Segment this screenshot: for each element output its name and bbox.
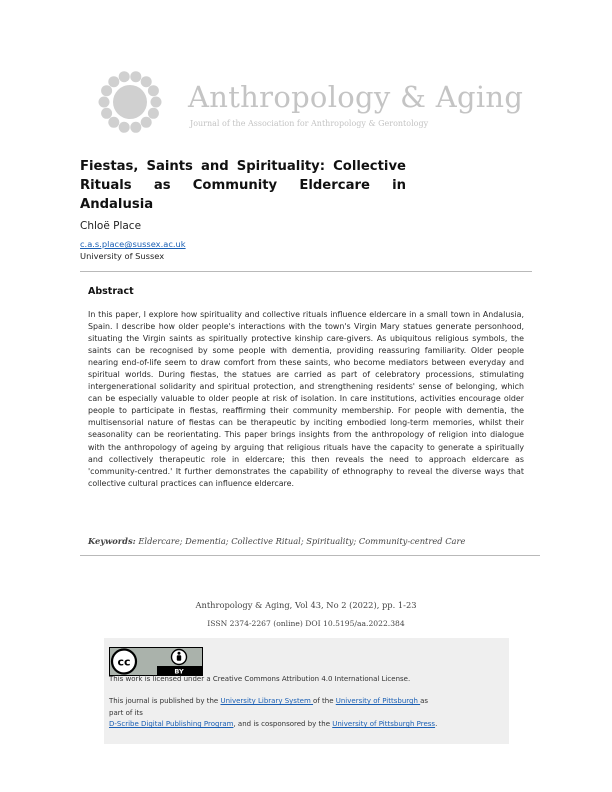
sun-ray xyxy=(141,76,152,87)
sun-ray xyxy=(119,71,130,82)
article-title xyxy=(80,157,406,214)
sun-logo-icon xyxy=(96,68,164,136)
author-name: Chloë Place xyxy=(80,220,142,232)
journal-name: Anthropology & Aging xyxy=(188,80,524,114)
sun-ray xyxy=(108,76,119,87)
d-scribe-program-link[interactable]: D-Scribe Digital Publishing Program xyxy=(109,720,234,728)
sun-ray xyxy=(99,97,110,108)
period-text: . xyxy=(435,720,438,728)
university-of-pittsburgh-press-link[interactable]: University of Pittsburgh Press xyxy=(332,720,436,728)
sun-ray xyxy=(108,117,119,128)
license-text: This work is licensed under a Creative Commons Attribution 4.0 International License. xyxy=(109,675,411,683)
sun-ray xyxy=(101,108,112,119)
publisher-line-2: part of its xyxy=(109,709,143,717)
sun-ray xyxy=(148,85,159,96)
publisher-line-3 xyxy=(109,720,437,728)
article-title-line2: Rituals as Community Eldercare in Andalusia xyxy=(80,178,406,212)
publisher-text-as: as xyxy=(420,697,429,705)
divider-bottom xyxy=(80,555,540,556)
publisher-line xyxy=(109,697,428,705)
keywords xyxy=(88,536,465,546)
svg-text:cc: cc xyxy=(117,655,131,669)
keywords-label: Keywords: xyxy=(88,536,136,546)
university-of-pittsburgh-link[interactable]: University of Pittsburgh xyxy=(335,697,421,705)
author-affiliation: University of Sussex xyxy=(80,251,165,261)
journal-subtitle: Journal of the Association for Anthropology & Gerontology xyxy=(190,119,429,128)
creative-commons-by-icon[interactable] xyxy=(109,647,203,676)
publisher-text: This journal is published by the xyxy=(109,697,221,705)
keywords-list: Eldercare; Dementia; Collective Ritual; Spirituality; Community-centred Care xyxy=(138,536,466,546)
sun-ray xyxy=(141,117,152,128)
sun-ray xyxy=(101,85,112,96)
abstract-heading: Abstract xyxy=(88,286,134,297)
university-library-system-link[interactable]: University Library System xyxy=(220,697,314,705)
svg-text:BY: BY xyxy=(174,667,184,676)
sun-ray xyxy=(130,122,141,133)
cosponsored-text: , and is cosponsored by the xyxy=(233,720,333,728)
sun-ray xyxy=(119,122,130,133)
article-title-line1: Fiestas, Saints and Spirituality: Collective xyxy=(80,159,406,174)
sun-ray xyxy=(148,108,159,119)
author-email-link[interactable]: c.a.s.place@sussex.ac.uk xyxy=(80,239,186,249)
issn-doi: ISSN 2374-2267 (online) DOI 10.5195/aa.2022.384 xyxy=(207,619,405,628)
divider-top xyxy=(80,271,532,272)
sun-ray xyxy=(151,97,162,108)
abstract-body: In this paper, I explore how spirituality and collective rituals influence eldercare in a small town in Andalusia, Spain. I describe how older people's interactions with the town's Virgin Mary statues generate personhood, situating the Virgin saints as spiritually protective kinship care-givers. As ubiquitous religious symbols, the saints can be recognised by some people with dementia, providing reassuring familiarity. Older people nearing end-of-life seem to draw comfort from these saints, who become mediators between everyday and spiritual worlds. During fiestas, the statues are carried as part of celebratory processions, stimulating intergenerational solidarity and spiritual protection, and strengthening residents' sense of belonging, which can be especially valuable to older people at risk of isolation. In care institutions, activities encourage older people to participate in fiestas, reaffirming their community membership. For people with dementia, the multisensorial nature of fiestas can be therapeutic by inciting embodied long-term memories, whilst their seasonality can be reorientating. This paper brings insights from the anthropology of religion into dialogue with the anthropology of ageing by arguing that religious rituals have the capacity to generate a spiritually and collectively therapeutic role in eldercare; this then reveals the need to approach eldercare as 'community-centred.' It further demonstrates the capability of ethnography to reveal the diverse ways that collective cultural practices can influence eldercare. xyxy=(88,310,524,488)
publisher-text-of: of the xyxy=(313,697,336,705)
citation: Anthropology & Aging, Vol 43, No 2 (2022), pp. 1-23 xyxy=(195,600,417,610)
sun-ray xyxy=(130,71,141,82)
